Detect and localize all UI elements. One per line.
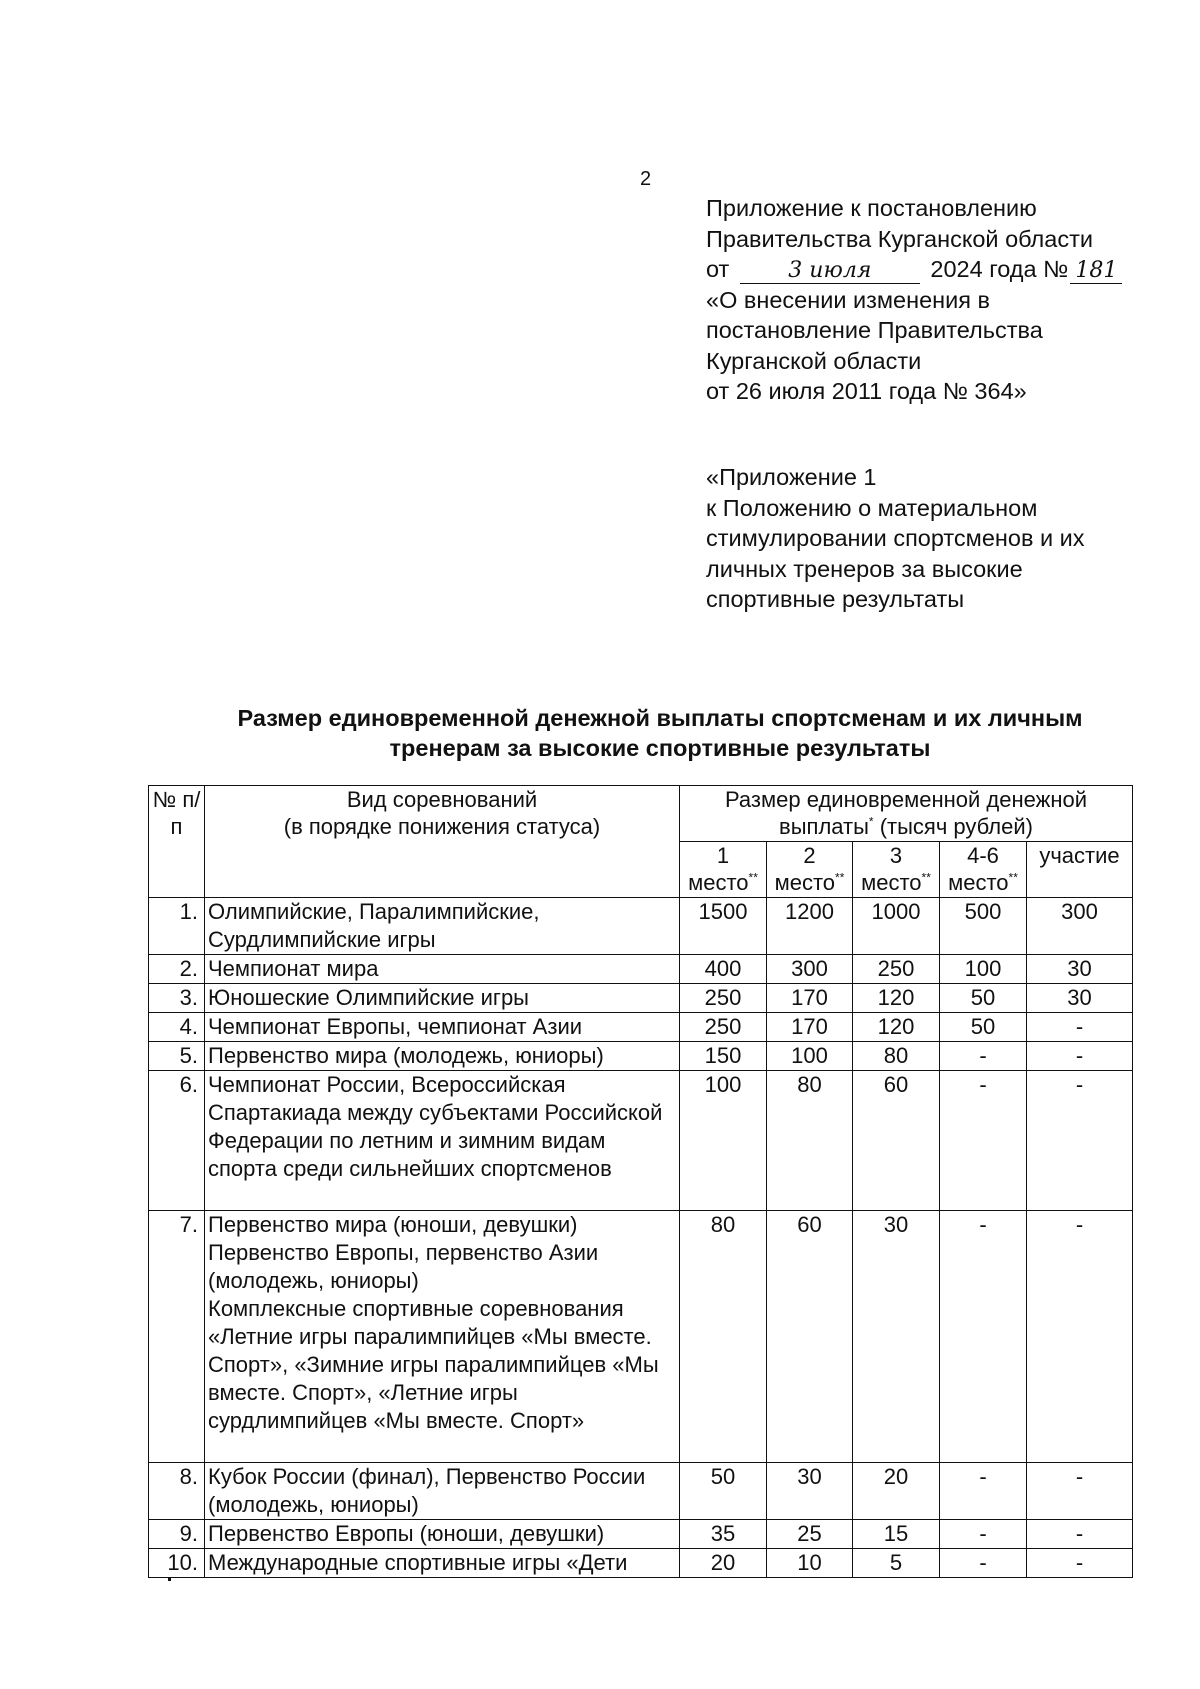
row-competition: Кубок России (финал), Первенство России (молодежь, юниоры) xyxy=(205,1463,680,1520)
table-row xyxy=(149,1071,1133,1211)
date-prefix: от xyxy=(706,256,730,282)
value-place-4-6: - xyxy=(940,1520,1027,1549)
row-competition: Международные спортивные игры «Дети xyxy=(205,1549,680,1578)
row-competition: Первенство мира (молодежь, юниоры) xyxy=(205,1042,680,1071)
header-line: «О внесении изменения в xyxy=(706,286,991,313)
header-place-2: 2 место** xyxy=(767,842,853,898)
value-place-4-6: 50 xyxy=(940,984,1027,1013)
row-competition: Чемпионат России, Всероссийская Спартакиада между субъектами Российской Федерации по летним и зимним видам спорта среди сильнейших спортсменов xyxy=(205,1071,680,1211)
value-place-2: 170 xyxy=(767,984,853,1013)
value-place-3: 15 xyxy=(853,1520,940,1549)
value-place-3: 5 xyxy=(853,1549,940,1578)
row-number: 1. xyxy=(149,898,205,955)
value-participation: - xyxy=(1027,1520,1133,1549)
value-place-3: 60 xyxy=(853,1071,940,1211)
row-competition: Чемпионат мира xyxy=(205,955,680,984)
value-place-1: 250 xyxy=(680,1013,767,1042)
value-place-3: 20 xyxy=(853,1463,940,1520)
row-competition: Юношеские Олимпийские игры xyxy=(205,984,680,1013)
payments-table xyxy=(148,785,1133,1578)
value-place-3: 80 xyxy=(853,1042,940,1071)
value-place-1: 20 xyxy=(680,1549,767,1578)
document-title xyxy=(140,703,1180,763)
row-number: 7. xyxy=(149,1211,205,1463)
appendix-line: спортивные результаты xyxy=(706,586,965,612)
value-participation: - xyxy=(1027,1013,1133,1042)
value-place-2: 10 xyxy=(767,1549,853,1578)
value-place-1: 100 xyxy=(680,1071,767,1211)
title-line: тренерам за высокие спортивные результаты xyxy=(389,735,931,761)
value-place-4-6: - xyxy=(940,1463,1027,1520)
value-participation: - xyxy=(1027,1463,1133,1520)
header-number: № п/ п xyxy=(149,786,205,898)
value-participation: 30 xyxy=(1027,955,1133,984)
row-number: 10. xyxy=(149,1549,205,1578)
header-place-4-6: 4-6 место** xyxy=(940,842,1027,898)
header-line: от 26 июля 2011 года № 364» xyxy=(706,378,1027,404)
title-line: Размер единовременной денежной выплаты спортсменам и их личным xyxy=(237,705,1083,731)
value-place-3: 30 xyxy=(853,1211,940,1463)
value-place-4-6: 500 xyxy=(940,898,1027,955)
competition-line: Комплексные спортивные соревнования «Летние игры паралимпийцев «Мы вместе. Спорт», «Зимние игры паралимпийцев «Мы вместе. Спорт», «Летние игры сурдлимпийцев «Мы вместе. Спорт» xyxy=(208,1296,659,1433)
value-place-1: 400 xyxy=(680,955,767,984)
value-place-3: 120 xyxy=(853,1013,940,1042)
appendix-line: личных тренеров за высокие xyxy=(706,555,1023,582)
row-number: 5. xyxy=(149,1042,205,1071)
row-number: 6. xyxy=(149,1071,205,1211)
table-row xyxy=(149,1013,1133,1042)
appendix-line: «Приложение 1 xyxy=(706,464,877,490)
value-place-1: 80 xyxy=(680,1211,767,1463)
table-row xyxy=(149,1520,1133,1549)
table-row xyxy=(149,898,1133,955)
table-row xyxy=(149,1211,1133,1463)
value-place-4-6: 100 xyxy=(940,955,1027,984)
value-place-3: 120 xyxy=(853,984,940,1013)
row-number: 3. xyxy=(149,984,205,1013)
value-participation: - xyxy=(1027,1549,1133,1578)
date-year: 2024 года № xyxy=(930,256,1069,282)
row-number: 8. xyxy=(149,1463,205,1520)
competition-line: Первенство Европы, первенство Азии (молодежь, юниоры) xyxy=(208,1240,599,1293)
value-place-2: 80 xyxy=(767,1071,853,1211)
value-place-1: 35 xyxy=(680,1520,767,1549)
handwritten-date: 3 июля xyxy=(740,259,920,284)
row-number: 9. xyxy=(149,1520,205,1549)
header-place-1: 1 место** xyxy=(680,842,767,898)
header-line: Приложение к постановлению xyxy=(706,195,1037,221)
handwritten-number: 181 xyxy=(1070,259,1122,284)
table-row xyxy=(149,1549,1133,1578)
header-place-3: 3 место** xyxy=(853,842,940,898)
value-place-2: 25 xyxy=(767,1520,853,1549)
value-participation: - xyxy=(1027,1042,1133,1071)
table-row xyxy=(149,1463,1133,1520)
value-participation: 300 xyxy=(1027,898,1133,955)
header-date-line xyxy=(706,254,1122,285)
approval-header xyxy=(706,193,1122,407)
value-place-2: 100 xyxy=(767,1042,853,1071)
table-row xyxy=(149,984,1133,1013)
header-line: Правительства Курганской области xyxy=(706,225,1093,252)
appendix-line: к Положению о материальном xyxy=(706,494,1038,521)
value-place-2: 1200 xyxy=(767,898,853,955)
row-competition xyxy=(205,1211,680,1463)
value-place-4-6: 50 xyxy=(940,1013,1027,1042)
table-row xyxy=(149,955,1133,984)
value-place-2: 60 xyxy=(767,1211,853,1463)
row-number: 2. xyxy=(149,955,205,984)
value-place-2: 30 xyxy=(767,1463,853,1520)
row-competition: Первенство Европы (юноши, девушки) xyxy=(205,1520,680,1549)
value-place-1: 50 xyxy=(680,1463,767,1520)
value-place-2: 170 xyxy=(767,1013,853,1042)
value-place-4-6: - xyxy=(940,1042,1027,1071)
value-participation: 30 xyxy=(1027,984,1133,1013)
value-place-1: 150 xyxy=(680,1042,767,1071)
header-participation: участие xyxy=(1027,842,1133,898)
value-place-2: 300 xyxy=(767,955,853,984)
value-place-3: 1000 xyxy=(853,898,940,955)
value-place-4-6: - xyxy=(940,1071,1027,1211)
value-place-1: 1500 xyxy=(680,898,767,955)
header-line: постановление Правительства xyxy=(706,317,1043,343)
appendix-line: стимулировании спортсменов и их xyxy=(706,525,1085,551)
row-number: 4. xyxy=(149,1013,205,1042)
row-competition: Чемпионат Европы, чемпионат Азии xyxy=(205,1013,680,1042)
value-place-1: 250 xyxy=(680,984,767,1013)
value-place-4-6: - xyxy=(940,1211,1027,1463)
page-dot xyxy=(168,1578,171,1581)
value-participation: - xyxy=(1027,1211,1133,1463)
appendix-header xyxy=(706,462,1085,615)
header-competition-type: Вид соревнований (в порядке понижения статуса) xyxy=(205,786,680,898)
header-line: Курганской области xyxy=(706,347,922,374)
value-place-3: 250 xyxy=(853,955,940,984)
value-participation: - xyxy=(1027,1071,1133,1211)
header-payment-size: Размер единовременной денежной выплаты* (тысяч рублей) xyxy=(680,786,1133,842)
value-place-4-6: - xyxy=(940,1549,1027,1578)
table-row xyxy=(149,1042,1133,1071)
row-competition: Олимпийские, Паралимпийские, Сурдлимпийские игры xyxy=(205,898,680,955)
competition-line: Первенство мира (юноши, девушки) xyxy=(208,1212,578,1237)
page-number: 2 xyxy=(640,168,652,190)
